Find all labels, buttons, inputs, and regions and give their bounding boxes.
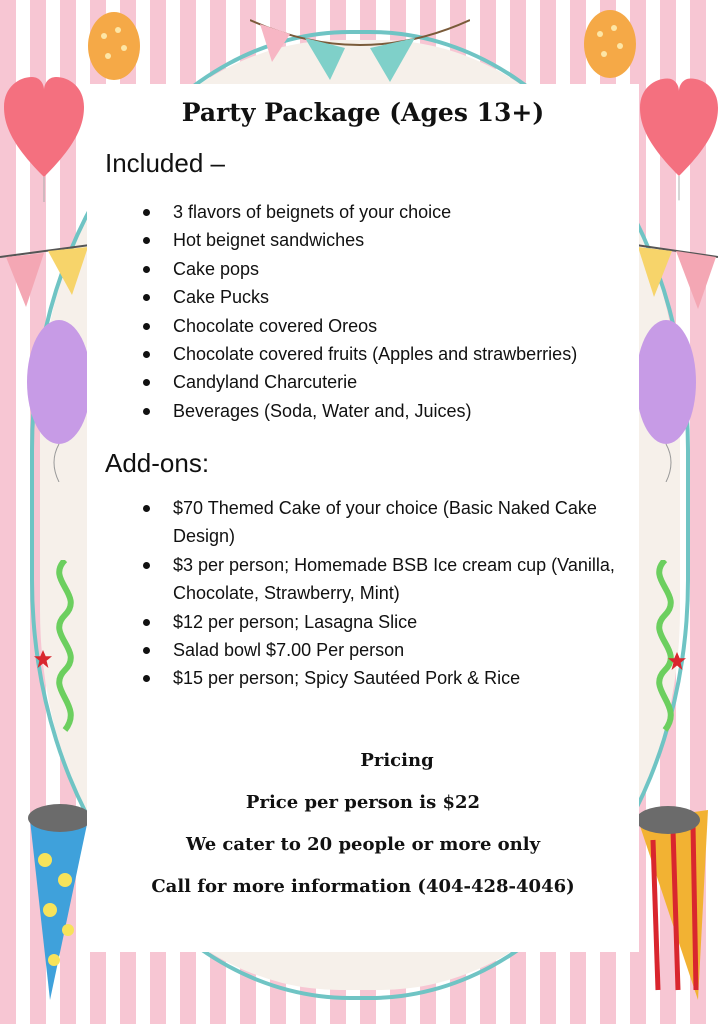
- list-item: Candyland Charcuterie: [133, 368, 633, 396]
- minimum-guests: We cater to 20 people or more only: [185, 834, 541, 855]
- list-item: $3 per person; Homemade BSB Ice cream cup (Vanilla, Chocolate, Strawberry, Mint): [133, 551, 633, 608]
- party-horn-left-icon: [10, 800, 90, 1000]
- list-item: Hot beignet sandwiches: [133, 226, 633, 254]
- list-item: Chocolate covered fruits (Apples and strawberries): [133, 340, 633, 368]
- contact-info: Call for more information (404-428-4046): [151, 876, 575, 897]
- addons-list: [133, 494, 633, 693]
- heart-balloon-right-icon: [640, 72, 718, 202]
- star-right-icon: [668, 652, 686, 670]
- addons-heading: Add-ons:: [105, 448, 210, 478]
- price-per-person: Price per person is $22: [245, 792, 481, 813]
- list-item: Cake Pucks: [133, 283, 633, 311]
- bunting-right-icon: [636, 235, 718, 315]
- purple-balloon-right-icon: [636, 312, 706, 482]
- list-item: Cake pops: [133, 255, 633, 283]
- list-item: Beverages (Soda, Water and, Juices): [133, 397, 633, 425]
- list-item: Chocolate covered Oreos: [133, 312, 633, 340]
- included-heading: Included –: [105, 148, 225, 178]
- star-left-icon: [34, 650, 52, 668]
- heart-balloon-left-icon: [4, 72, 84, 202]
- purple-balloon-left-icon: [24, 312, 94, 482]
- list-item: $12 per person; Lasagna Slice: [133, 608, 633, 636]
- party-horn-right-icon: [638, 800, 718, 1000]
- orange-balloon-right-icon: [580, 6, 640, 86]
- bunting-left-icon: [0, 235, 90, 315]
- page-title: Party Package (Ages 13+): [181, 98, 545, 127]
- content-card: [87, 84, 639, 952]
- list-item: $15 per person; Spicy Sautéed Pork & Rice: [133, 664, 633, 692]
- bunting-top-icon: [250, 0, 470, 90]
- list-item: Salad bowl $7.00 Per person: [133, 636, 633, 664]
- list-item: $70 Themed Cake of your choice (Basic Naked Cake Design): [133, 494, 633, 551]
- included-list: [133, 198, 633, 425]
- list-item: 3 flavors of beignets of your choice: [133, 198, 633, 226]
- streamer-right-icon: [640, 560, 690, 740]
- orange-balloon-left-icon: [84, 8, 144, 88]
- pricing-heading: Pricing: [360, 750, 434, 771]
